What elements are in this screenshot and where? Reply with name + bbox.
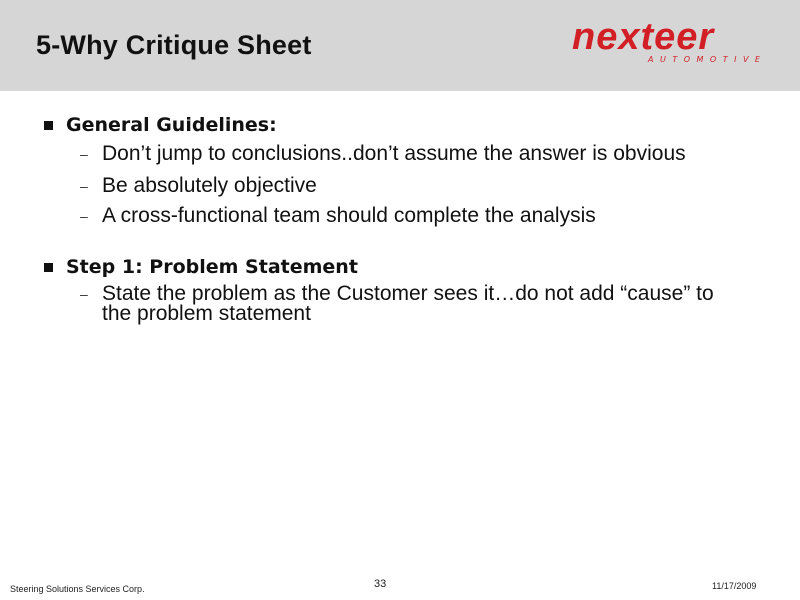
footer-company: Steering Solutions Services Corp. [10, 584, 145, 594]
bullet-heading-text: Step 1: Problem Statement [66, 256, 358, 278]
dash-bullet-icon: – [80, 146, 88, 162]
sub-bullet-text: Be absolutely objective [102, 174, 317, 197]
footer-page-number: 33 [374, 578, 387, 590]
square-bullet-icon [44, 263, 53, 272]
logo-wordmark: nexteer [572, 16, 715, 58]
sub-bullet-text: A cross-functional team should complete the analysis [102, 204, 596, 227]
dash-bullet-icon: – [80, 286, 88, 302]
bullet-heading-text: General Guidelines: [66, 114, 277, 136]
slide-title: 5-Why Critique Sheet [36, 30, 312, 60]
bullet-heading [40, 254, 760, 280]
sub-bullet [40, 206, 760, 226]
sub-bullet-text: Don’t jump to conclusions..don’t assume the answer is obvious [102, 142, 686, 165]
section-general-guidelines [40, 112, 760, 226]
sub-bullet [40, 284, 760, 324]
bullet-heading [40, 112, 760, 138]
footer-date: 11/17/2009 [712, 581, 757, 591]
dash-bullet-icon: – [80, 208, 88, 224]
logo-subtitle: AUTOMOTIVE [648, 55, 767, 64]
square-bullet-icon [44, 121, 53, 130]
sub-bullet [40, 176, 760, 196]
sub-bullet [40, 144, 760, 164]
slide-content [40, 112, 760, 340]
dash-bullet-icon: – [80, 178, 88, 194]
nexteer-logo [572, 16, 767, 68]
section-problem-statement [40, 254, 760, 324]
sub-bullet-text: State the problem as the Customer sees it…do not add “cause” to the problem statement [102, 282, 714, 325]
